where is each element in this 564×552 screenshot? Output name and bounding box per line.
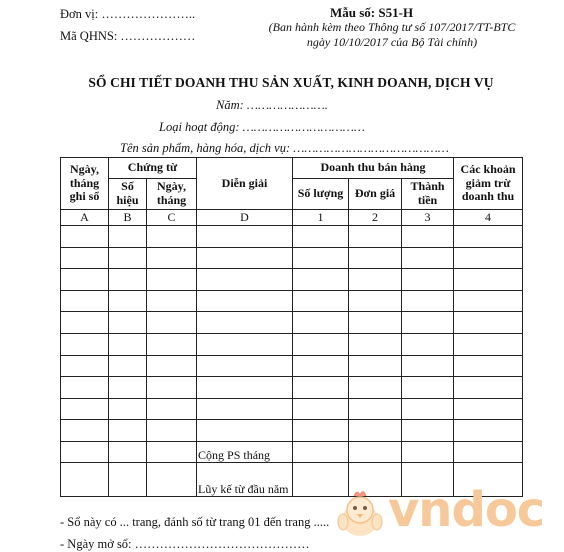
table-row: [61, 377, 523, 399]
form-code: Mẫu số: S51-H: [330, 5, 414, 20]
col-header-number: Số hiệu: [109, 179, 147, 210]
cumulative-label: Lũy kế từ đầu năm: [197, 462, 293, 496]
index-cell: A: [61, 210, 109, 226]
activity-type-line: Loại hoạt động: ……………………………: [159, 120, 365, 134]
table-row: [61, 247, 523, 269]
total-month-label: Cộng PS tháng: [197, 441, 293, 462]
table-row: [61, 290, 523, 312]
col-header-description: Diễn giải: [197, 158, 293, 210]
col-header-date: Ngày, tháng ghi sổ: [61, 158, 109, 210]
chicken-mascot-icon: [330, 484, 390, 544]
column-index-row: [61, 210, 523, 226]
index-cell: 1: [293, 210, 349, 226]
year-line: Năm: ………………….: [216, 98, 328, 112]
col-header-unit-price: Đơn giá: [349, 179, 402, 210]
table-row: [61, 398, 523, 420]
index-cell: 3: [402, 210, 454, 226]
pages-note: - Sổ này có ... trang, đánh số từ trang 01 đến trang .....: [60, 515, 330, 529]
index-cell: 4: [454, 210, 523, 226]
col-group-voucher: Chứng từ: [109, 158, 197, 179]
issued-note-line2: ngày 10/10/2017 của Bộ Tài chính): [306, 35, 478, 49]
open-date-note: - Ngày mở sổ: ……………………………………: [60, 537, 310, 551]
table-row: [61, 226, 523, 248]
issued-note-line1: (Ban hành kèm theo Thông tư số 107/2017/TT-BTC: [268, 20, 516, 34]
total-month-row: [61, 441, 523, 462]
index-cell: C: [147, 210, 197, 226]
document-title: SỔ CHI TIẾT DOANH THU SẢN XUẤT, KINH DOANH, DỊCH VỤ: [88, 75, 494, 90]
revenue-ledger-table: [60, 157, 523, 497]
table-row: [61, 420, 523, 442]
col-header-deductions: Các khoản giảm trừ doanh thu: [454, 158, 523, 210]
table-row: [61, 312, 523, 334]
product-name-line: Tên sản phẩm, hàng hóa, dịch vụ: ……………………………………: [120, 141, 449, 155]
vndoc-watermark: [330, 484, 560, 544]
unit-name-field: Đơn vị: …………………..: [60, 7, 196, 21]
table-row: [61, 355, 523, 377]
col-header-voucher-date: Ngày, tháng: [147, 179, 197, 210]
table-row: [61, 333, 523, 355]
vndoc-brand-text: vndoc: [388, 482, 545, 538]
index-cell: B: [109, 210, 147, 226]
col-group-revenue: Doanh thu bán hàng: [293, 158, 454, 179]
col-header-quantity: Số lượng: [293, 179, 349, 210]
qhns-code-field: Mã QHNS: ………………: [60, 29, 196, 43]
table-row: [61, 269, 523, 291]
index-cell: 2: [349, 210, 402, 226]
index-cell: D: [197, 210, 293, 226]
col-header-amount: Thành tiền: [402, 179, 454, 210]
